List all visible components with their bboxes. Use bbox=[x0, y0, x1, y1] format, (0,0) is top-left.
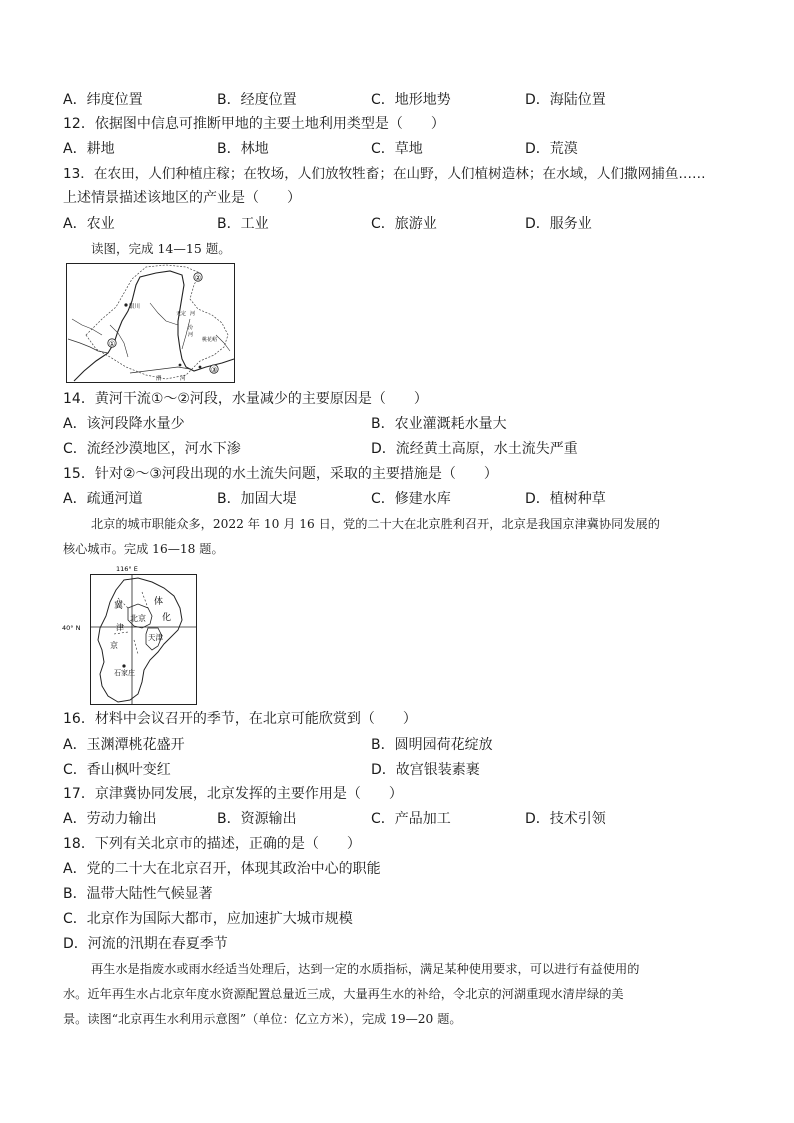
q17-option-b[interactable]: B．资源输出 bbox=[217, 811, 297, 827]
wuding-river-label-2: 河 bbox=[190, 311, 196, 317]
ji-label: 冀 bbox=[114, 601, 124, 611]
shijiazhuang-label: 石家庄 bbox=[114, 669, 135, 677]
wuding-river-label-1: 无定 bbox=[176, 311, 187, 317]
q13-option-d[interactable]: D．服务业 bbox=[525, 216, 592, 232]
q12-option-d[interactable]: D．荒漠 bbox=[525, 141, 578, 157]
q11-option-a[interactable]: A．纬度位置 bbox=[63, 92, 143, 108]
intro-19-20-line1: 再生水是指废水或雨水经适当处理后，达到一定的水质指标，满足某种使用要求，可以进行有益使用的 bbox=[91, 962, 640, 976]
jing-label: 京 bbox=[110, 641, 118, 650]
fen-river-label-1: 汾 bbox=[188, 325, 194, 331]
station-2-label: ② bbox=[194, 274, 202, 282]
q13-option-b[interactable]: B．工业 bbox=[217, 216, 269, 232]
wei-river-label-1: 渭 bbox=[156, 376, 162, 382]
tianjin-label: 天津 bbox=[148, 633, 163, 642]
station-1-label: ① bbox=[108, 340, 116, 348]
q13-option-c[interactable]: C．旅游业 bbox=[371, 216, 437, 232]
q17-stem: 17．京津冀协同发展，北京发挥的主要作用是（ ） bbox=[63, 786, 403, 802]
q13-option-a[interactable]: A．农业 bbox=[63, 216, 115, 232]
q15-option-a[interactable]: A．疏通河道 bbox=[63, 491, 143, 507]
jin-label: 津 bbox=[116, 623, 124, 632]
q15-option-d[interactable]: D．植树种草 bbox=[525, 491, 606, 507]
q16-option-d[interactable]: D．故宫银装素裹 bbox=[371, 762, 480, 778]
q18-option-c[interactable]: C．北京作为国际大都市，应加速扩大城市规模 bbox=[63, 911, 353, 927]
station-3-label: ③ bbox=[210, 366, 218, 374]
hua-label: 化 bbox=[162, 613, 172, 623]
intro-19-20 bbox=[63, 957, 727, 1032]
q18-option-b[interactable]: B．温带大陆性气候显著 bbox=[63, 886, 213, 902]
q17-option-a[interactable]: A．劳动力输出 bbox=[63, 811, 157, 827]
q12-option-c[interactable]: C．草地 bbox=[371, 141, 423, 157]
yinchuan-label: 银川 bbox=[129, 304, 141, 310]
q13-stem-line1: 13．在农田，人们种植庄稼；在牧场，人们放牧牲畜；在山野，人们植树造林；在水域，人们撒网捕鱼…… bbox=[63, 166, 706, 182]
q17-option-c[interactable]: C．产品加工 bbox=[371, 811, 451, 827]
station-2-marker bbox=[194, 273, 202, 282]
q15-option-c[interactable]: C．修建水库 bbox=[371, 491, 451, 507]
jingjinji-map bbox=[58, 562, 198, 707]
q16-option-b[interactable]: B．圆明园荷花绽放 bbox=[371, 737, 493, 753]
q18-option-a[interactable]: A．党的二十大在北京召开，体现其政治中心的职能 bbox=[63, 861, 381, 877]
intro-16-18-line1: 北京的城市职能众多，2022 年 10 月 16 日，党的二十大在北京胜利召开，北京是我国京津冀协同发展的 bbox=[91, 517, 660, 531]
q15-stem: 15．针对②～③河段出现的水土流失问题，采取的主要措施是（ ） bbox=[63, 466, 498, 482]
taohuayu-label: 桃花峪 bbox=[202, 337, 218, 343]
q15-option-b[interactable]: B．加固大堤 bbox=[217, 491, 297, 507]
intro-19-20-line3: 景。读图“北京再生水利用示意图”（单位：亿立方米），完成 19—20 题。 bbox=[63, 1012, 462, 1026]
intro-16-18-line2: 核心城市。完成 16—18 题。 bbox=[63, 542, 224, 556]
q11-option-d[interactable]: D．海陆位置 bbox=[525, 92, 606, 108]
q14-option-d[interactable]: D．流经黄土高原，水土流失严重 bbox=[371, 441, 578, 457]
intro-14-15: 读图，完成 14—15 题。 bbox=[91, 241, 231, 256]
q17-option-d[interactable]: D．技术引领 bbox=[525, 811, 606, 827]
q16-stem: 16．材料中会议召开的季节，在北京可能欣赏到（ ） bbox=[63, 711, 417, 727]
yellow-river-map bbox=[66, 263, 235, 383]
q12-option-a[interactable]: A．耕地 bbox=[63, 141, 115, 157]
q18-option-d[interactable]: D．河流的汛期在春夏季节 bbox=[63, 936, 228, 952]
q13-stem-line2: 上述情景描述该地区的产业是（ ） bbox=[63, 190, 301, 206]
q14-option-c[interactable]: C．流经沙漠地区，河水下渗 bbox=[63, 441, 241, 457]
beijing-label: 北京 bbox=[130, 614, 146, 623]
q11-option-b[interactable]: B．经度位置 bbox=[217, 92, 297, 108]
station-1-marker bbox=[108, 339, 116, 348]
q12-option-b[interactable]: B．林地 bbox=[217, 141, 269, 157]
q12-stem: 12．依据图中信息可推断甲地的主要土地利用类型是（ ） bbox=[63, 116, 445, 132]
q18-stem: 18．下列有关北京市的描述，正确的是（ ） bbox=[63, 836, 361, 852]
fen-river-label-2: 河 bbox=[188, 332, 194, 338]
q14-option-b[interactable]: B．农业灌溉耗水量大 bbox=[371, 416, 507, 432]
q14-option-a[interactable]: A．该河段降水量少 bbox=[63, 416, 185, 432]
station-3-marker bbox=[210, 365, 218, 374]
longitude-label: 116° E bbox=[116, 565, 138, 573]
latitude-label: 40° N bbox=[62, 624, 81, 632]
ti-label: 体 bbox=[154, 597, 164, 607]
intro-19-20-line2: 水。近年再生水占北京年度水资源配置总量近三成，大量再生水的补给，令北京的河湖重现水清岸绿的美 bbox=[63, 987, 624, 1001]
wei-river-label-2: 河 bbox=[180, 376, 186, 382]
intro-16-18 bbox=[63, 512, 727, 562]
q14-stem: 14．黄河干流①～②河段，水量减少的主要原因是（ ） bbox=[63, 391, 428, 407]
q16-option-c[interactable]: C．香山枫叶变红 bbox=[63, 762, 171, 778]
q11-option-c[interactable]: C．地形地势 bbox=[371, 92, 451, 108]
q16-option-a[interactable]: A．玉渊潭桃花盛开 bbox=[63, 737, 185, 753]
